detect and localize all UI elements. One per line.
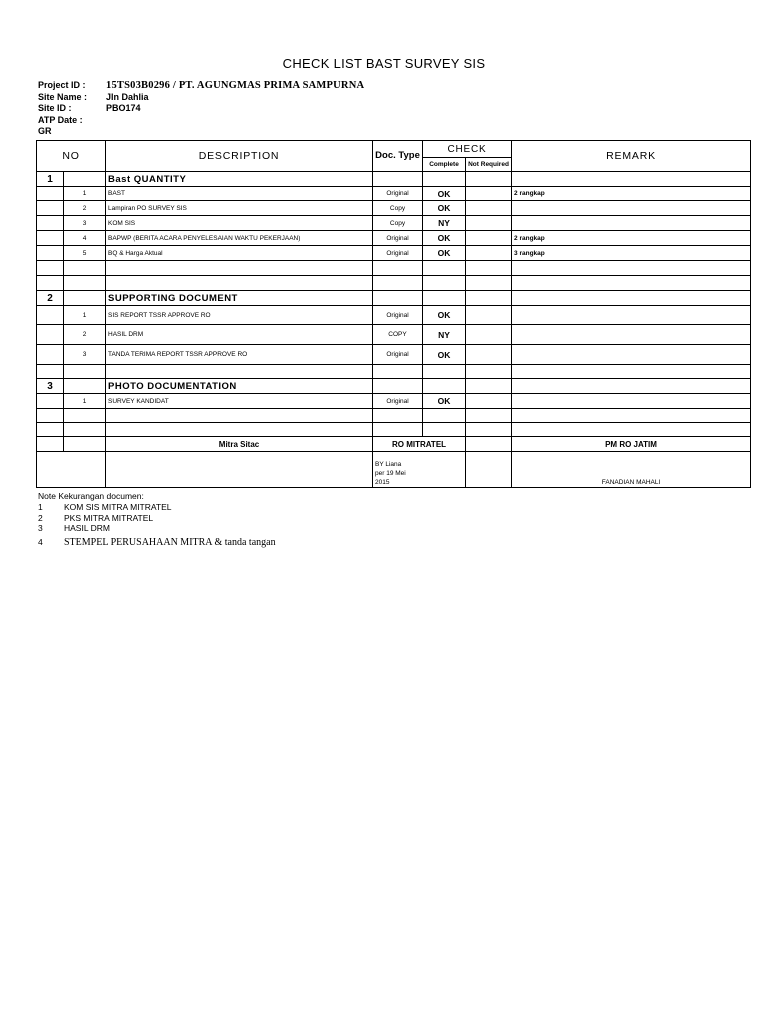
item-description: BAPWP (BERITA ACARA PENYELESAIAN WAKTU PEKERJAAN) — [106, 231, 373, 246]
empty-cell — [37, 276, 64, 291]
signature-pm-label: PM RO JATIM — [512, 437, 751, 452]
item-doc-type: Original — [373, 187, 423, 201]
item-check-not-required — [466, 231, 512, 246]
item-check-not-required — [466, 345, 512, 365]
empty-cell — [106, 365, 373, 379]
signature-ro-label: RO MITRATEL — [373, 437, 466, 452]
empty-cell — [512, 379, 751, 394]
empty-cell — [37, 325, 64, 345]
section-title: SUPPORTING DOCUMENT — [106, 291, 373, 306]
empty-cell — [423, 365, 466, 379]
note-item — [38, 513, 276, 524]
header-not-required: Not Required — [466, 158, 512, 172]
empty-cell — [423, 291, 466, 306]
note-text: STEMPEL PERUSAHAAN MITRA & tanda tangan — [64, 536, 276, 548]
notes — [38, 491, 276, 547]
empty-cell — [64, 291, 106, 306]
empty-cell — [37, 452, 106, 488]
item-remark: 3 rangkap — [512, 246, 751, 261]
empty-cell — [466, 409, 512, 423]
item-row — [37, 187, 751, 201]
header-doc-type: Doc. Type — [373, 141, 423, 172]
note-text: KOM SIS MITRA MITRATEL — [64, 502, 172, 512]
empty-cell — [37, 306, 64, 325]
item-remark — [512, 345, 751, 365]
item-number: 3 — [64, 345, 106, 365]
item-row — [37, 394, 751, 409]
empty-cell — [373, 379, 423, 394]
blank-row — [37, 276, 751, 291]
item-row — [37, 231, 751, 246]
note-number: 2 — [38, 512, 43, 523]
item-doc-type: Original — [373, 231, 423, 246]
empty-cell — [466, 423, 512, 437]
signature-ro-note — [373, 452, 466, 488]
item-row — [37, 345, 751, 365]
header-remark: REMARK — [512, 141, 751, 172]
note-number: 4 — [38, 536, 43, 547]
item-row — [37, 201, 751, 216]
empty-cell — [512, 172, 751, 187]
empty-cell — [466, 452, 512, 488]
empty-cell — [37, 345, 64, 365]
section-row — [37, 172, 751, 187]
empty-cell — [37, 423, 64, 437]
empty-cell — [64, 409, 106, 423]
info-label: GR — [38, 126, 52, 136]
item-number: 3 — [64, 216, 106, 231]
empty-cell — [64, 379, 106, 394]
empty-cell — [466, 379, 512, 394]
info-label: Site Name : — [38, 91, 88, 102]
section-number: 3 — [37, 379, 64, 394]
empty-cell — [37, 201, 64, 216]
empty-cell — [466, 291, 512, 306]
item-description: SIS REPORT TSSR APPROVE RO — [106, 306, 373, 325]
empty-cell — [64, 423, 106, 437]
item-remark — [512, 306, 751, 325]
info-row-gr — [38, 126, 364, 138]
signature-mitra-label: Mitra Sitac — [106, 437, 373, 452]
empty-cell — [373, 409, 423, 423]
empty-cell — [423, 379, 466, 394]
item-check-complete: OK — [423, 345, 466, 365]
item-number: 2 — [64, 201, 106, 216]
item-doc-type: Original — [373, 246, 423, 261]
item-number: 1 — [64, 306, 106, 325]
item-number: 2 — [64, 325, 106, 345]
item-check-not-required — [466, 201, 512, 216]
item-doc-type: Original — [373, 306, 423, 325]
empty-cell — [466, 261, 512, 276]
item-description: KOM SIS — [106, 216, 373, 231]
empty-cell — [423, 409, 466, 423]
item-doc-type: COPY — [373, 325, 423, 345]
blank-row — [37, 365, 751, 379]
item-check-complete: NY — [423, 216, 466, 231]
empty-cell — [373, 423, 423, 437]
section-title: Bast QUANTITY — [106, 172, 373, 187]
empty-cell — [423, 261, 466, 276]
empty-cell — [37, 409, 64, 423]
empty-cell — [64, 365, 106, 379]
section-row — [37, 291, 751, 306]
note-item — [38, 537, 276, 548]
item-row — [37, 216, 751, 231]
page-title: CHECK LIST BAST SURVEY SIS — [282, 56, 486, 71]
header-no: NO — [37, 141, 106, 172]
item-check-not-required — [466, 187, 512, 201]
empty-cell — [512, 276, 751, 291]
empty-cell — [373, 261, 423, 276]
project-info — [38, 80, 364, 138]
empty-cell — [37, 216, 64, 231]
info-row-project-id — [38, 80, 364, 92]
note-number: 3 — [38, 523, 43, 533]
item-remark — [512, 325, 751, 345]
item-check-complete: OK — [423, 246, 466, 261]
info-value: PBO174 — [106, 103, 141, 113]
signature-mitra-space — [106, 452, 373, 488]
empty-cell — [37, 187, 64, 201]
item-description: Lampiran PO SURVEY SIS — [106, 201, 373, 216]
empty-cell — [373, 365, 423, 379]
item-remark: 2 rangkap — [512, 187, 751, 201]
info-row-atp-date — [38, 115, 364, 127]
item-check-complete: OK — [423, 187, 466, 201]
empty-cell — [106, 276, 373, 291]
empty-cell — [373, 276, 423, 291]
empty-cell — [37, 437, 64, 452]
checklist-table — [36, 140, 751, 488]
header-complete: Complete — [423, 158, 466, 172]
signature-header-row — [37, 437, 751, 452]
item-remark — [512, 216, 751, 231]
item-description: BQ & Harga Aktual — [106, 246, 373, 261]
item-doc-type: Original — [373, 394, 423, 409]
item-number: 1 — [64, 394, 106, 409]
info-row-site-name — [38, 92, 364, 104]
empty-cell — [37, 246, 64, 261]
empty-cell — [37, 231, 64, 246]
note-item — [38, 502, 276, 513]
item-description: HASIL DRM — [106, 325, 373, 345]
info-value: Jln Dahlia — [106, 91, 149, 102]
empty-cell — [423, 172, 466, 187]
empty-cell — [373, 172, 423, 187]
empty-cell — [37, 394, 64, 409]
item-number: 1 — [64, 187, 106, 201]
empty-cell — [106, 409, 373, 423]
item-number: 5 — [64, 246, 106, 261]
empty-cell — [512, 365, 751, 379]
info-value: 15TS03B0296 / PT. AGUNGMAS PRIMA SAMPURNA — [106, 80, 365, 91]
item-remark — [512, 201, 751, 216]
note-text: HASIL DRM — [64, 523, 110, 533]
item-check-complete: OK — [423, 394, 466, 409]
section-title: PHOTO DOCUMENTATION — [106, 379, 373, 394]
item-doc-type: Original — [373, 345, 423, 365]
item-remark — [512, 394, 751, 409]
header-check: CHECK — [423, 141, 512, 158]
empty-cell — [64, 437, 106, 452]
info-label: ATP Date : — [38, 114, 83, 125]
item-number: 4 — [64, 231, 106, 246]
signature-ro-note-line: per 19 Mei — [375, 470, 406, 477]
item-check-not-required — [466, 216, 512, 231]
note-text: PKS MITRA MITRATEL — [64, 512, 154, 523]
item-row — [37, 246, 751, 261]
info-row-site-id — [38, 103, 364, 115]
item-row — [37, 325, 751, 345]
section-number: 1 — [37, 172, 64, 187]
item-check-complete: OK — [423, 306, 466, 325]
item-check-not-required — [466, 325, 512, 345]
signature-ro-note-line: BY Liana — [375, 461, 402, 468]
item-doc-type: Copy — [373, 201, 423, 216]
empty-cell — [466, 172, 512, 187]
empty-cell — [106, 423, 373, 437]
empty-cell — [466, 437, 512, 452]
empty-cell — [64, 261, 106, 276]
signature-pm-name: FANADIAN MAHALI — [512, 452, 751, 488]
item-remark: 2 rangkap — [512, 231, 751, 246]
empty-cell — [37, 261, 64, 276]
signature-space-row — [37, 452, 751, 488]
note-number: 1 — [38, 502, 43, 512]
section-row — [37, 379, 751, 394]
section-number: 2 — [37, 291, 64, 306]
note-item — [38, 523, 276, 534]
empty-cell — [512, 291, 751, 306]
item-description: TANDA TERIMA REPORT TSSR APPROVE RO — [106, 345, 373, 365]
item-check-complete: OK — [423, 231, 466, 246]
item-row — [37, 306, 751, 325]
empty-cell — [466, 365, 512, 379]
signature-ro-note-line: 2015 — [375, 479, 390, 486]
item-description: SURVEY KANDIDAT — [106, 394, 373, 409]
empty-cell — [466, 276, 512, 291]
empty-cell — [512, 423, 751, 437]
empty-cell — [106, 261, 373, 276]
item-check-complete: NY — [423, 325, 466, 345]
empty-cell — [37, 365, 64, 379]
info-label: Project ID : — [38, 80, 86, 90]
blank-row — [37, 423, 751, 437]
empty-cell — [512, 409, 751, 423]
item-check-not-required — [466, 246, 512, 261]
blank-row — [37, 409, 751, 423]
info-label: Site ID : — [38, 103, 72, 113]
item-check-not-required — [466, 394, 512, 409]
item-check-complete: OK — [423, 201, 466, 216]
empty-cell — [373, 291, 423, 306]
item-check-not-required — [466, 306, 512, 325]
empty-cell — [423, 276, 466, 291]
empty-cell — [64, 276, 106, 291]
notes-title: Note Kekurangan documen: — [38, 491, 144, 501]
empty-cell — [512, 261, 751, 276]
item-doc-type: Copy — [373, 216, 423, 231]
item-description: BAST — [106, 187, 373, 201]
blank-row — [37, 261, 751, 276]
empty-cell — [423, 423, 466, 437]
header-row — [37, 141, 751, 158]
empty-cell — [64, 172, 106, 187]
header-description: DESCRIPTION — [106, 141, 373, 172]
